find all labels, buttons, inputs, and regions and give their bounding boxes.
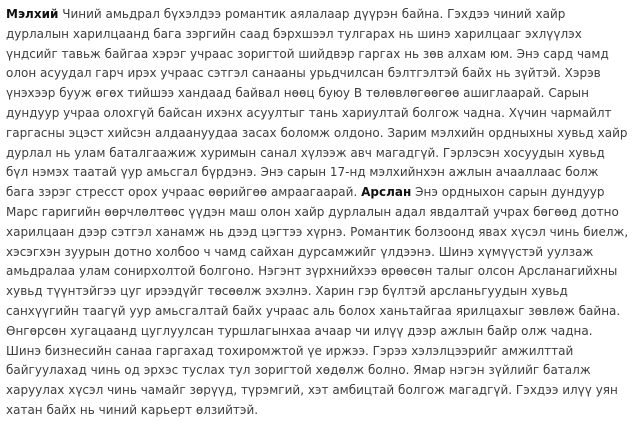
horoscope-text-melkhii: Чиний амьдрал бүхэлдээ романтик аялалаар дүүрэн байна. Гэхдээ чиний хайр дурлалын харилцаанд бага зэргийн саад бэрхшээл тулгарах нь шинэ харилцааг эхлүүлэх үндсийг тавьж байгаа хэрэг учраас зоригтой шийдвэр гаргах нь зөв алхам юм. Энэ сард чамд олон асуудал гарч ирэх учраас сэтгэл санааны урьдчилсан бэлтгэлтэй байх нь зүйтэй. Хэрэв үнэхээр бууж өгөх тийшээ хандаад байвал нөөц буюу В төлөвлөгөөгөө ашиглаарай. Сарын дундуур учраа олохгүй байсан ихэнх асуултыг тань хариултай болгож чадна. Хүчин чармайлт гаргасны эцэст хийсэн алдаануудаа засах боломж олдоно. Зарим мэлхийн ордныхны хувьд хайр дурлал нь улам баталгаажиж хуримын санал хүлээж авч магадгүй. Гэрлэсэн хосуудын хувьд бүл нэмэх таатай үур амьсгал бүрдэнэ. Энэ сарын 17-нд мэлхийнхэн ажлын ачааллаас болж бага зэрэг стресст орох учраас өөрийгөө амраагаарай. [6,7,628,200]
horoscope-article [6,5,630,421]
sign-name-arslan: Арслан [361,185,412,200]
sign-name-melkhii: Мэлхий [6,7,59,21]
horoscope-text-arslan: Энэ ордныхон сарын дундуур Марс гаригийн өөрчлөлтөөс үүдэн маш олон хайр дурлалын адал явдалтай учрах бөгөөд дотно харилцаан дээр сэтгэл ханамж нь дээд цэгтээ хүрнэ. Романтик болзоонд явах хүсэл чинь биелж, хэсэгхэн зуурын дотно холбоо ч чамд сайхан дурсамжийг үлдээнэ. Шинэ хүмүүстэй уулзаж амьдралаа улам сонирхолтой болгоно. Нэгэнт зүрхнийхээ өрөөсөн талыг олсон Арсланагийхны хувьд түүнтэйгээ цуг ирээдүйг төсөөлж эхэлнэ. Харин гэр бүлтэй арсланьгуудын хувьд санхүүгийн таагүй уур амьсгалтай байх учраас аль болох ханьтайгаа ярилцахыг зөвлөж байна. Өнгөрсөн хугацаанд цуглуулсан туршлагынхаа ачаар чи илүү дээр ажлын байр олж чадна. Шинэ бизнесийн санаа гаргахад тохиромжтой үе иржээ. Гэрээ хэлэлцээрийг амжилттай байгуулахад чинь од эрхэс туслах тул зоригтой хөдөлж болно. Ямар нэгэн зүйлийг баталж харуулах хүсэл чинь чамайг зөрүүд, түрэмгий, хэт амбицтай болгож магадгүй. Гэхдээ илүү уян хатан байх нь чиний карьерт өлзийтэй. [6,185,629,417]
